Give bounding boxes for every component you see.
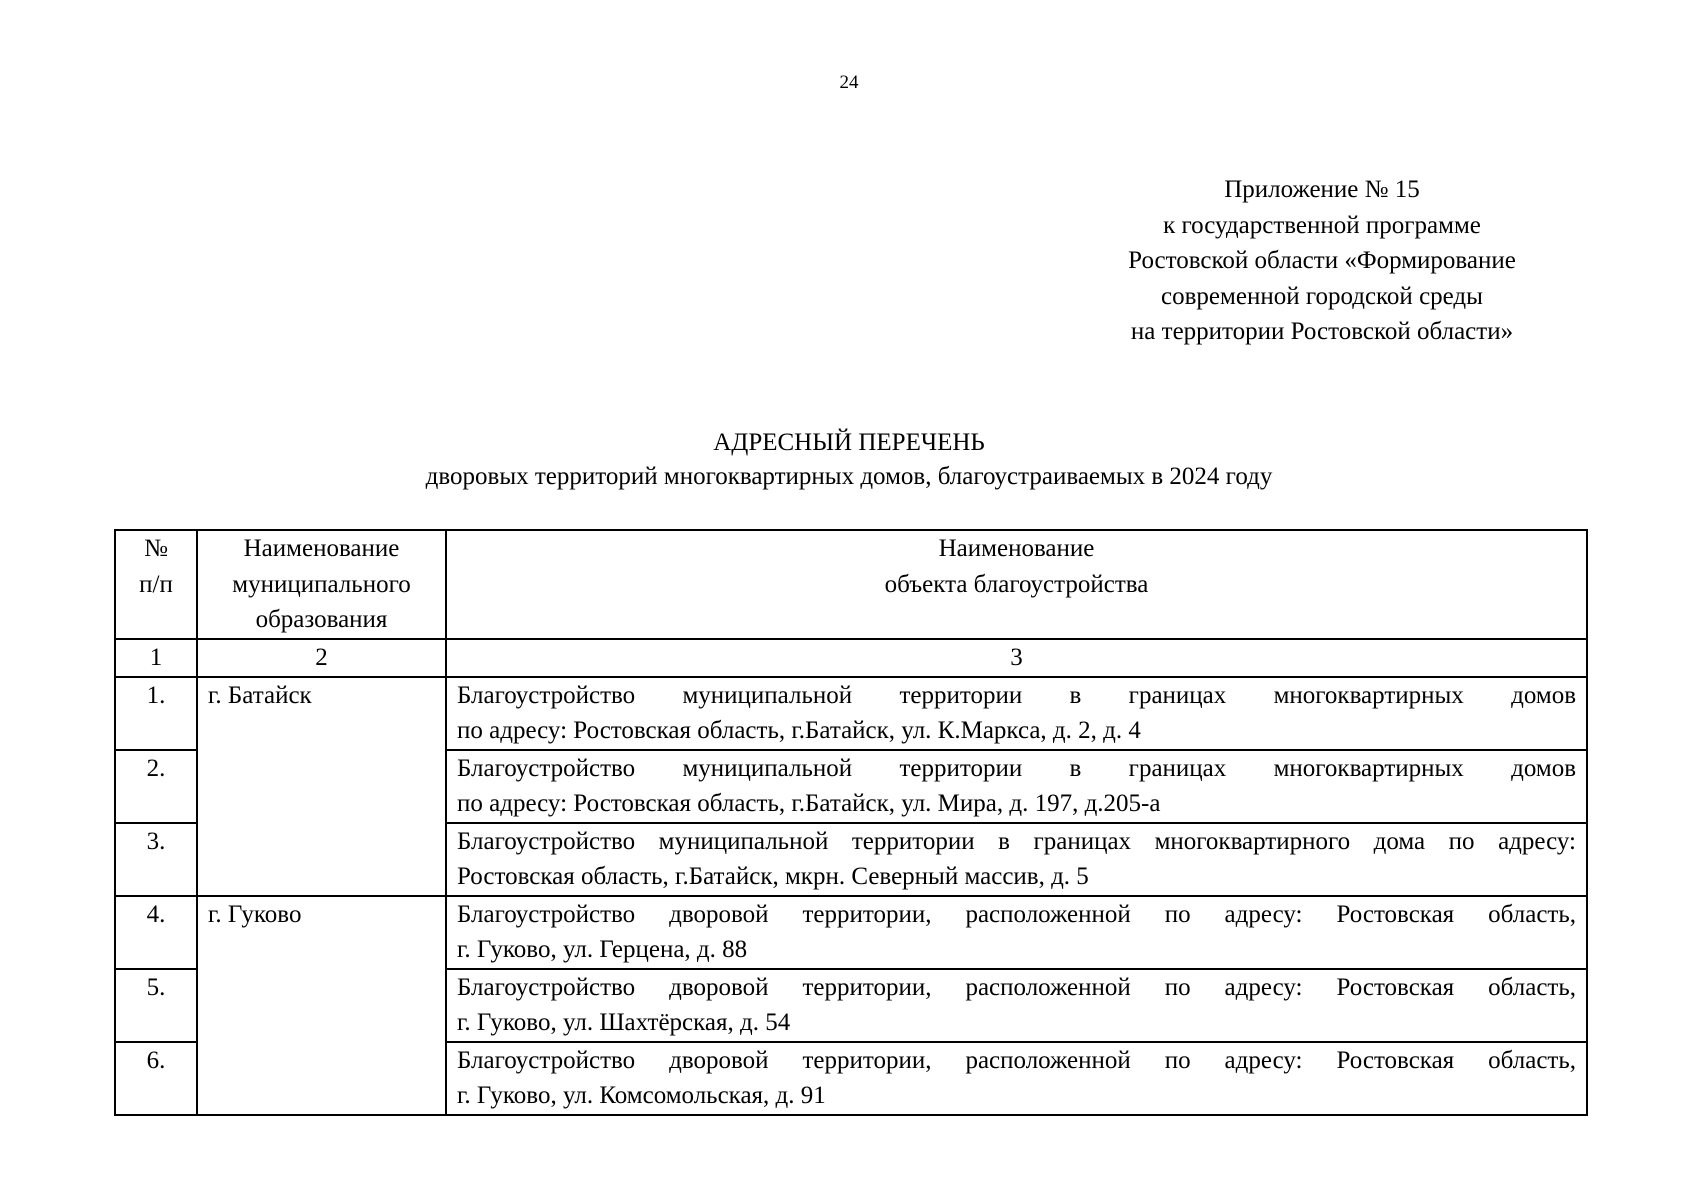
appendix-line: к государственной программе — [1163, 211, 1481, 239]
row-number: 5. — [115, 969, 197, 1042]
object-description: Благоустройство дворовой территории, расположенной по адресу: Ростовская область, г. Гуково, ул. Комсомольская, д. 91 — [446, 1042, 1587, 1115]
header-municipality: Наименование муниципального образования — [197, 530, 446, 639]
document-title — [0, 426, 1698, 494]
table-row — [115, 677, 1587, 750]
appendix-line: Приложение № 15 — [1224, 176, 1420, 203]
column-number-row — [115, 639, 1587, 677]
header-object: Наименование объекта благоустройства — [446, 530, 1587, 639]
header-number: № п/п — [115, 530, 197, 639]
object-description: Благоустройство муниципальной территории в границах многоквартирных домов по адресу: Ростовская область, г.Батайск, ул. К.Маркса, д. 2, д. 4 — [446, 677, 1587, 750]
table-row — [115, 896, 1587, 969]
title-subtitle: дворовых территорий многоквартирных домов, благоустраиваемых в 2024 году — [425, 463, 1273, 490]
object-description: Благоустройство дворовой территории, расположенной по адресу: Ростовская область, г. Гуково, ул. Герцена, д. 88 — [446, 896, 1587, 969]
object-description: Благоустройство муниципальной территории в границах многоквартирного дома по адресу: Ростовская область, г.Батайск, мкрн. Северный массив, д. 5 — [446, 823, 1587, 896]
column-number: 3 — [446, 639, 1587, 677]
row-number: 6. — [115, 1042, 197, 1115]
appendix-line: на территории Ростовской области» — [1130, 318, 1514, 345]
row-number: 2. — [115, 750, 197, 823]
municipality-cell: г. Гуково — [197, 896, 446, 1115]
appendix-line: современной городской среды — [1161, 282, 1483, 310]
column-number: 2 — [197, 639, 446, 677]
appendix-block — [1062, 172, 1582, 350]
table-header-row — [115, 530, 1587, 639]
municipality-cell: г. Батайск — [197, 677, 446, 896]
appendix-line: Ростовской области «Формирование — [1128, 247, 1516, 274]
row-number: 4. — [115, 896, 197, 969]
column-number: 1 — [115, 639, 197, 677]
page-number: 24 — [839, 72, 859, 93]
object-description: Благоустройство дворовой территории, расположенной по адресу: Ростовская область, г. Гуково, ул. Шахтёрская, д. 54 — [446, 969, 1587, 1042]
address-list-table — [114, 529, 1588, 1116]
title-main: АДРЕСНЫЙ ПЕРЕЧЕНЬ — [713, 429, 985, 456]
object-description: Благоустройство муниципальной территории в границах многоквартирных домов по адресу: Ростовская область, г.Батайск, ул. Мира, д. 197, д.205-а — [446, 750, 1587, 823]
row-number: 3. — [115, 823, 197, 896]
row-number: 1. — [115, 677, 197, 750]
